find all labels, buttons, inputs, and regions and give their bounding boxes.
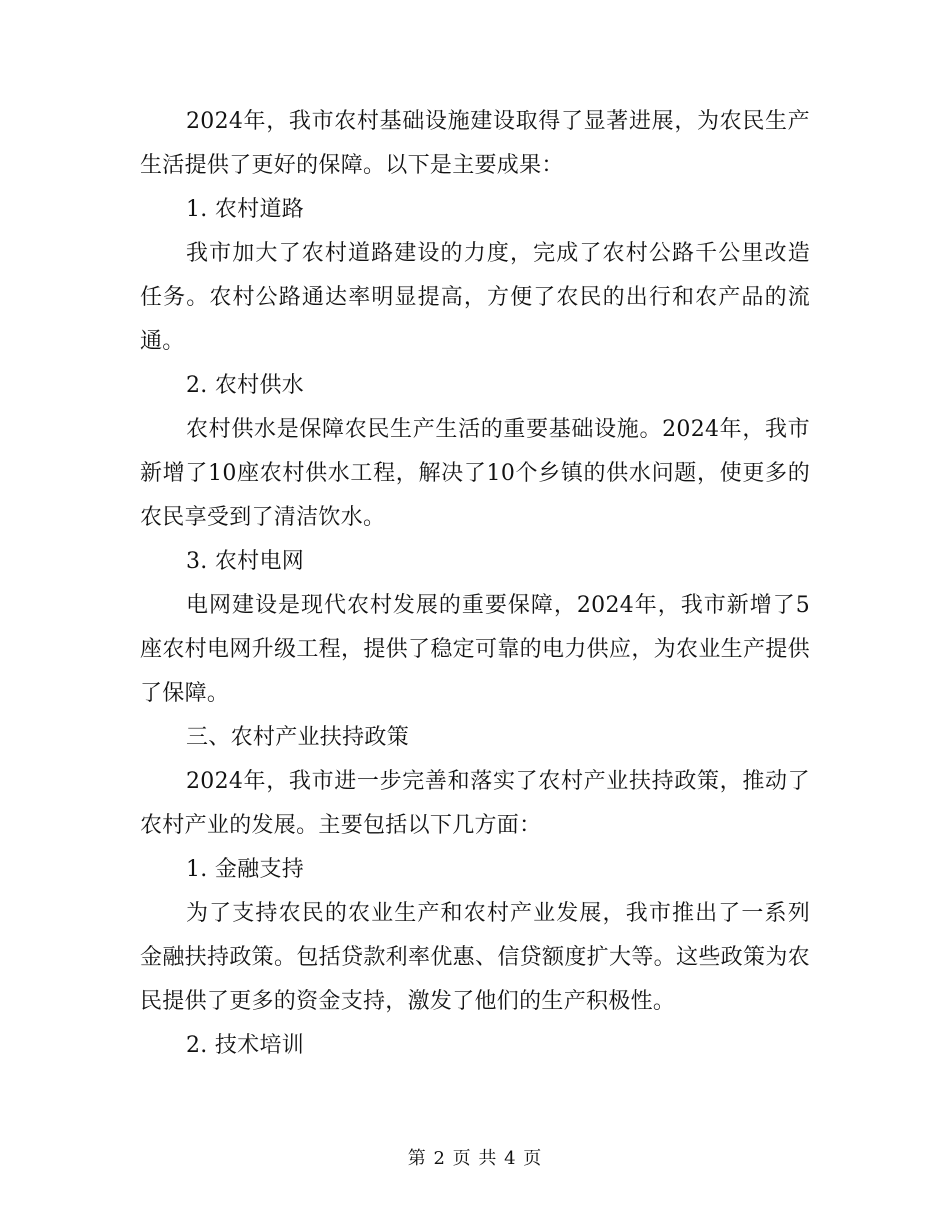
financial-support-paragraph: 为了支持农民的农业生产和农村产业发展，我市推出了一系列金融扶持政策。包括贷款利率优惠、信贷额度扩大等。这些政策为农民提供了更多的资金支持，激发了他们的生产积极性。 bbox=[140, 901, 810, 1014]
section-heading-rural-grid: 3. 农村电网 bbox=[186, 549, 305, 574]
rural-grid-paragraph: 电网建设是现代农村发展的重要保障，2024年，我市新增了5座农村电网升级工程，提供了稳定可靠的电力供应，为农业生产提供了保障。 bbox=[140, 593, 810, 706]
section-heading-financial-support: 1. 金融支持 bbox=[186, 857, 305, 882]
document-body bbox=[140, 100, 810, 1068]
section-heading-technical-training: 2. 技术培训 bbox=[186, 1033, 305, 1058]
rural-roads-paragraph: 我市加大了农村道路建设的力度，完成了农村公路千公里改造任务。农村公路通达率明显提高，方便了农民的出行和农产品的流通。 bbox=[140, 241, 810, 354]
page-number-footer: 第 2 页 共 4 页 bbox=[407, 1148, 543, 1169]
intro-paragraph: 2024年，我市农村基础设施建设取得了显著进展，为农民生产生活提供了更好的保障。以下是主要成果： bbox=[140, 109, 810, 178]
chapter-heading-industry-policy: 三、农村产业扶持政策 bbox=[186, 725, 410, 750]
rural-water-paragraph: 农村供水是保障农民生产生活的重要基础设施。2024年，我市新增了10座农村供水工程，解决了10个乡镇的供水问题，使更多的农民享受到了清洁饮水。 bbox=[140, 417, 810, 530]
section-heading-rural-water: 2. 农村供水 bbox=[186, 373, 305, 398]
section-heading-rural-roads: 1. 农村道路 bbox=[186, 197, 305, 222]
industry-policy-paragraph: 2024年，我市进一步完善和落实了农村产业扶持政策，推动了农村产业的发展。主要包括以下几方面： bbox=[140, 769, 810, 838]
